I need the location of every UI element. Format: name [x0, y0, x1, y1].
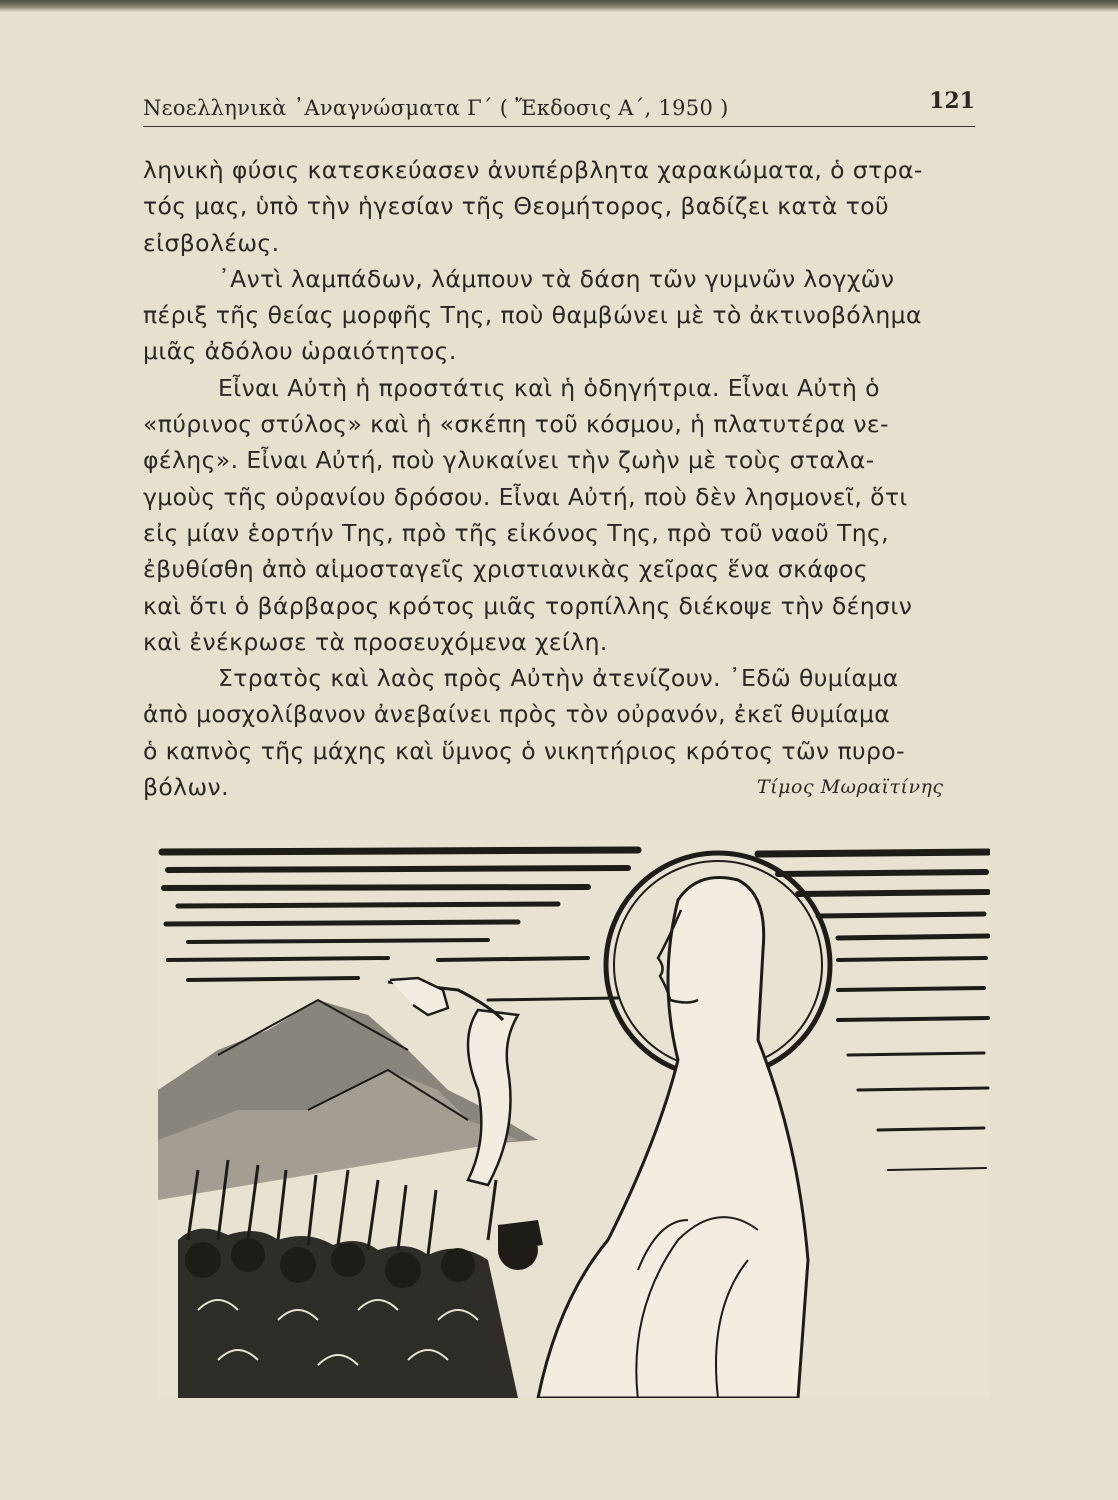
text-line: ληνικὴ φύσις κατεσκεύασεν ἀνυπέρβλητα χαρακώματα, ὁ στρα-	[143, 156, 923, 184]
text-line: εἰς μίαν ἑορτήν Της, πρὸ τῆς εἰκόνος Της, πρὸ τοῦ ναοῦ Της,	[143, 518, 890, 547]
text-line: ἐβυθίσθη ἀπὸ αἱμοσταγεῖς χριστιανικὰς χεῖρας ἕνα σκάφος	[143, 555, 869, 584]
header-title: Νεοελληνικὰ ᾽Αναγνώσματα Γ΄ ( Ἔκδοσις Α΄, 1950 )	[143, 96, 729, 120]
text-line: καὶ ὅτι ὁ βάρβαρος κρότος μιᾶς τορπίλλης διέκοψε τὴν δέησιν	[143, 591, 913, 620]
author-signature: Τίμος Μωραϊτίνης	[757, 776, 944, 798]
text-line: ὁ καπνὸς τῆς μάχης καὶ ὕμνος ὁ νικητήριος κρότος τῶν πυρο-	[143, 736, 905, 765]
text-line: πέριξ τῆς θείας μορφῆς Της, ποὺ θαμβώνει μὲ τὸ ἀκτινοβόλημα	[143, 301, 922, 330]
text-line: ᾽Αντὶ λαμπάδων, λάμπουν τὰ δάση τῶν γυμνῶν λογχῶν	[218, 264, 895, 293]
page-number: 121	[929, 88, 975, 114]
text-line: ἀπὸ μοσχολίβανον ἀνεβαίνει πρὸς τὸν οὐρανόν, ἐκεῖ θυμίαμα	[143, 700, 891, 729]
body-text	[143, 152, 985, 805]
text-line: μιᾶς ἀδόλου ὡραιότητος.	[143, 337, 457, 366]
madonna-illustration	[158, 840, 990, 1398]
text-line: φέλης». Εἶναι Αὐτή, ποὺ γλυκαίνει τὴν ζωὴν μὲ τοὺς σταλα-	[143, 446, 875, 475]
running-header	[143, 86, 975, 127]
text-line: καὶ ἐνέκρωσε τὰ προσευχόμενα χείλη.	[143, 627, 608, 656]
text-line: Εἶναι Αὐτὴ ἡ προστάτις καὶ ἡ ὁδηγήτρια. Εἶναι Αὐτὴ ὁ	[218, 373, 880, 402]
page-top-edge	[0, 0, 1118, 12]
text-line: γμοὺς τῆς οὐρανίου δρόσου. Εἶναι Αὐτή, ποὺ δὲν λησμονεῖ, ὅτι	[143, 482, 908, 511]
text-line: βόλων.	[143, 773, 229, 802]
text-line: Στρατὸς καὶ λαὸς πρὸς Αὐτὴν ἀτενίζουν. ᾽Εδῶ θυμίαμα	[218, 664, 899, 693]
text-line: «πύρινος στύλος» καὶ ἡ «σκέπη τοῦ κόσμου, ἡ πλατυτέρα νε-	[143, 410, 889, 439]
text-line: εἰσβολέως.	[143, 228, 280, 257]
text-line: τός μας, ὑπὸ τὴν ἡγεσίαν τῆς Θεομήτορος, βαδίζει κατὰ τοῦ	[143, 192, 890, 221]
